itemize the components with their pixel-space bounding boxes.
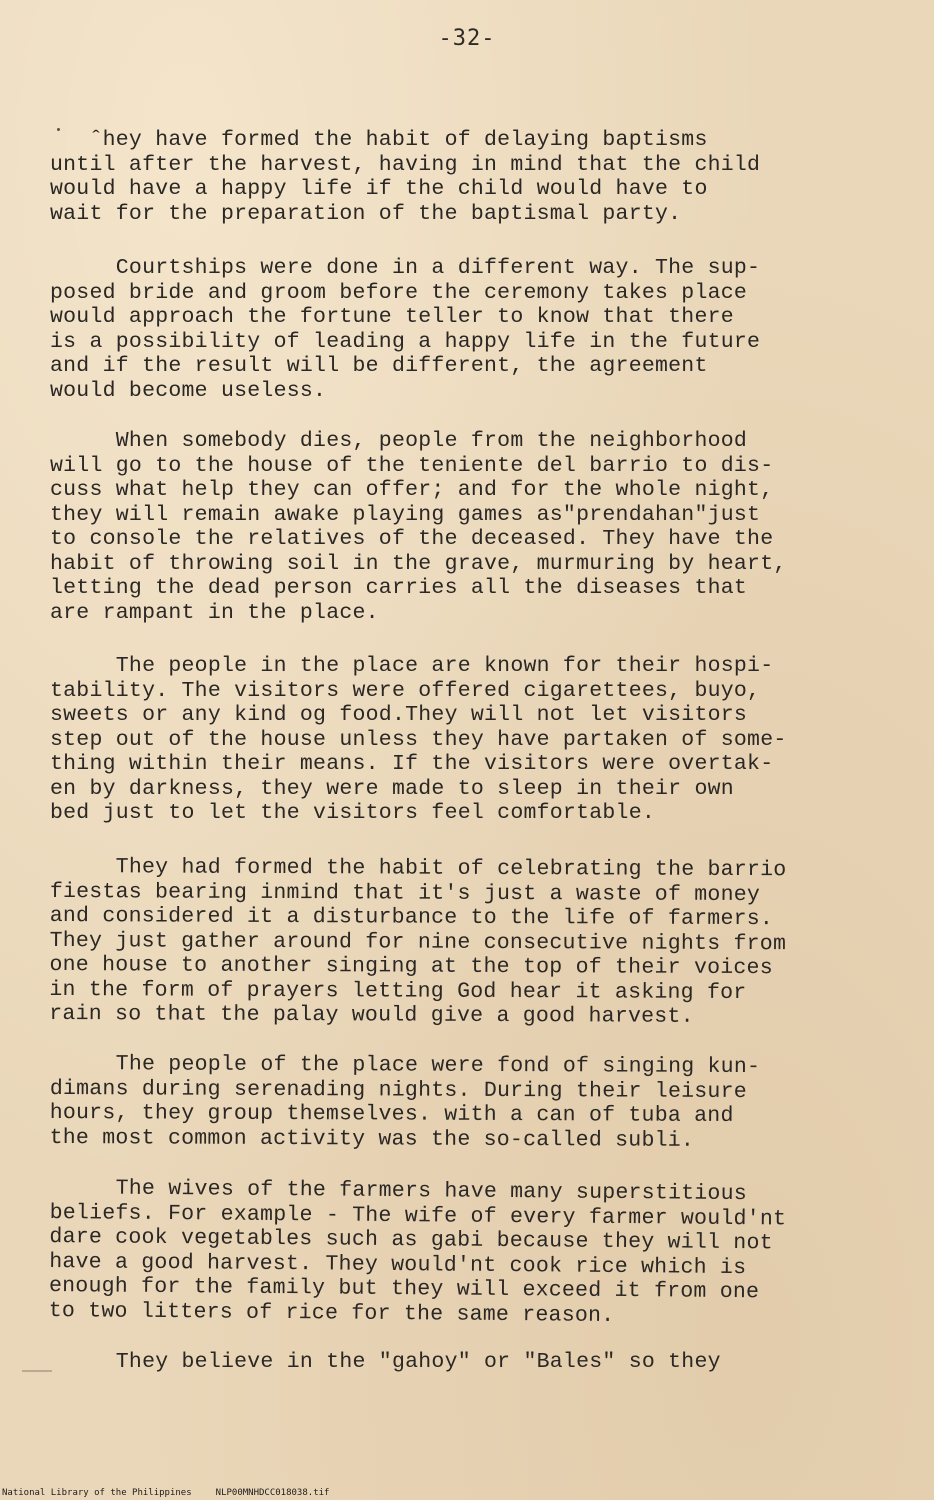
paragraph-kundimans: The people of the place were fond of singing kun- dimans during serenading nights. During their leisure hours, they group themselves. with a can of tuba and the most common activity was the so-called subli. [49,1052,761,1153]
paragraph-baptisms: ˆhey have formed the habit of delaying baptisms until after the harvest, having in mind that the child would have a happy life if the child would have to wait for the preparation of the baptismal party. [50,128,761,226]
paragraph-death-customs: When somebody dies, people from the neighborhood will go to the house of the teniente del barrio to dis- cuss what help they can offer; and for the whole night, they will remain awake playing games as"prendahan"just to console the relatives of the deceased. They have the habit of throwing soil in the grave, murmuring by heart, letting the dead person carries all the diseases that are rampant in the place. [50,429,787,625]
paragraph-fiestas: They had formed the habit of celebrating the barrio fiestas bearing inmind that it's just a waste of money and considered it a disturbance to the life of farmers. They just gather around for nine consecutive nights from one house to another singing at the top of their voices in the form of prayers letting God hear it asking for rain so that the palay would give a good harvest. [49,855,787,1029]
paragraph-gahoy: They believe in the "gahoy" or "Bales" so they [50,1350,721,1374]
paragraph-hospitality: The people in the place are known for their hospi- tability. The visitors were offered cigarettees, buyo, sweets or any kind og food.They will not let visitors step out of the house unless they have partaken of some- thing within their means. If the visitors were overtak- en by darkness, they were made to sleep in their own bed just to let the visitors feel comfortable. [50,654,787,825]
paragraph-superstitions: The wives of the farmers have many superstitious beliefs. For example - The wife of every farmer would'nt dare cook vegetables such as gabi because they will not have a good harvest. They would'nt cook rice which is enough for the family but they will exceed it from one to two litters of rice for the same reason. [48,1176,787,1328]
page-number: -32- [438,26,496,51]
footer-file: NLP00MNHDCC018038.tif [215,1488,330,1498]
scan-footer [2,1488,353,1498]
scan-mark [22,1370,52,1372]
footer-library: National Library of the Philippines [2,1488,192,1498]
paragraph-courtships: Courtships were done in a different way. The sup- posed bride and groom before the ceremony takes place would approach the fortune teller to know that there is a possibility of leading a happy life in the future and if the result will be different, the agreement would become useless. [50,256,761,403]
